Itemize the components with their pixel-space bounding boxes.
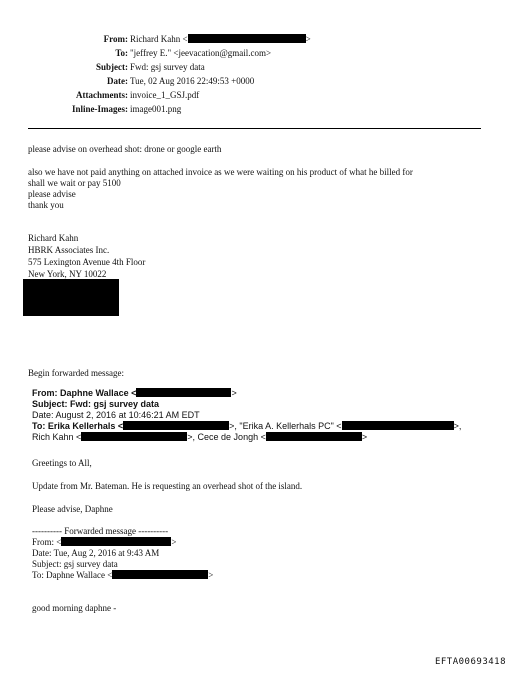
forward-from-line	[32, 388, 237, 399]
redaction-bar	[81, 432, 187, 441]
to-label: To:	[115, 48, 128, 58]
message-line-3: shall we wait or pay 5100	[28, 178, 121, 188]
from-close: >	[305, 34, 311, 44]
forward-date-line: Date: August 2, 2016 at 10:46:21 AM EDT	[32, 410, 200, 420]
from-label: From:	[103, 34, 128, 44]
forward-to2-mid: >, Cece de Jongh <	[187, 432, 266, 442]
signature-redaction-block	[23, 279, 119, 316]
message-line-2: also we have not paid anything on attached invoice as we were waiting on his product of what he billed for	[28, 167, 413, 177]
forward-from-close: >	[231, 388, 237, 398]
redaction-bar	[123, 421, 229, 430]
forward-to2-end: >	[361, 432, 368, 442]
header-inline-images-row	[0, 104, 512, 115]
header-attachments-row	[0, 90, 512, 101]
redaction-bar	[61, 537, 171, 546]
message-line-5: thank you	[28, 200, 64, 210]
inner-from-close: >	[171, 537, 177, 547]
redaction-bar	[112, 570, 208, 579]
signature-city: New York, NY 10022	[28, 269, 107, 279]
bates-number: EFTA00693418	[434, 657, 506, 667]
from-value	[130, 34, 311, 44]
redaction-bar	[266, 432, 362, 441]
subject-label: Subject:	[96, 62, 128, 72]
inline-images-label: Inline-Images:	[72, 104, 128, 114]
forward-intro: Begin forwarded message:	[28, 368, 124, 378]
forward-to-mid: >, "Erika A. Kellerhals PC" <	[229, 421, 342, 431]
forward-update: Update from Mr. Bateman. He is requesting an overhead shot of the island.	[32, 481, 303, 491]
header-divider	[28, 128, 481, 129]
date-value: Tue, 02 Aug 2016 22:49:53 +0000	[130, 76, 255, 86]
forward-to2-start: Rich Kahn <	[32, 432, 82, 442]
forward-from-text: From: Daphne Wallace <	[32, 388, 137, 398]
signature-company: HBRK Associates Inc.	[28, 245, 110, 255]
message-line-4: please advise	[28, 189, 76, 199]
forward-to-end: >,	[453, 421, 462, 431]
signature-address: 575 Lexington Avenue 4th Floor	[28, 257, 146, 267]
signature-name: Richard Kahn	[28, 233, 79, 243]
inline-images-value[interactable]: image001.png	[130, 104, 182, 114]
redaction-bar	[136, 388, 231, 397]
redaction-bar	[188, 34, 306, 43]
message-line-1: please advise on overhead shot: drone or google earth	[28, 144, 222, 154]
inner-from-text: From: <	[32, 537, 62, 547]
forward-subject-line: Subject: Fwd: gsj survey data	[32, 399, 160, 409]
inner-to-line	[32, 570, 213, 581]
inner-subject-line: Subject: gsj survey data	[32, 559, 118, 569]
header-subject-row	[0, 62, 512, 73]
inner-greeting: good morning daphne -	[32, 603, 117, 613]
forward-greeting: Greetings to All,	[32, 458, 92, 468]
inner-from-line	[32, 537, 176, 548]
to-value: "jeffrey E." <jeevacation@gmail.com>	[130, 48, 272, 58]
header-to-row	[0, 48, 512, 59]
forward-to-line-2	[32, 432, 367, 443]
forward-advise: Please advise, Daphne	[32, 504, 113, 514]
inner-to-text: To: Daphne Wallace <	[32, 570, 113, 580]
inner-to-close: >	[208, 570, 214, 580]
header-from-row	[0, 34, 512, 45]
attachments-value[interactable]: invoice_1_GSJ.pdf	[130, 90, 200, 100]
inner-separator: ---------- Forwarded message ----------	[32, 526, 169, 536]
date-label: Date:	[107, 76, 128, 86]
attachments-label: Attachments:	[76, 90, 128, 100]
inner-date-line: Date: Tue, Aug 2, 2016 at 9:43 AM	[32, 548, 160, 558]
header-date-row	[0, 76, 512, 87]
forward-to-line	[32, 421, 461, 432]
subject-value: Fwd: gsj survey data	[130, 62, 205, 72]
from-name: Richard Kahn <	[130, 34, 188, 44]
redaction-bar	[342, 421, 454, 430]
forward-to-start: To: Erika Kellerhals <	[32, 421, 124, 431]
